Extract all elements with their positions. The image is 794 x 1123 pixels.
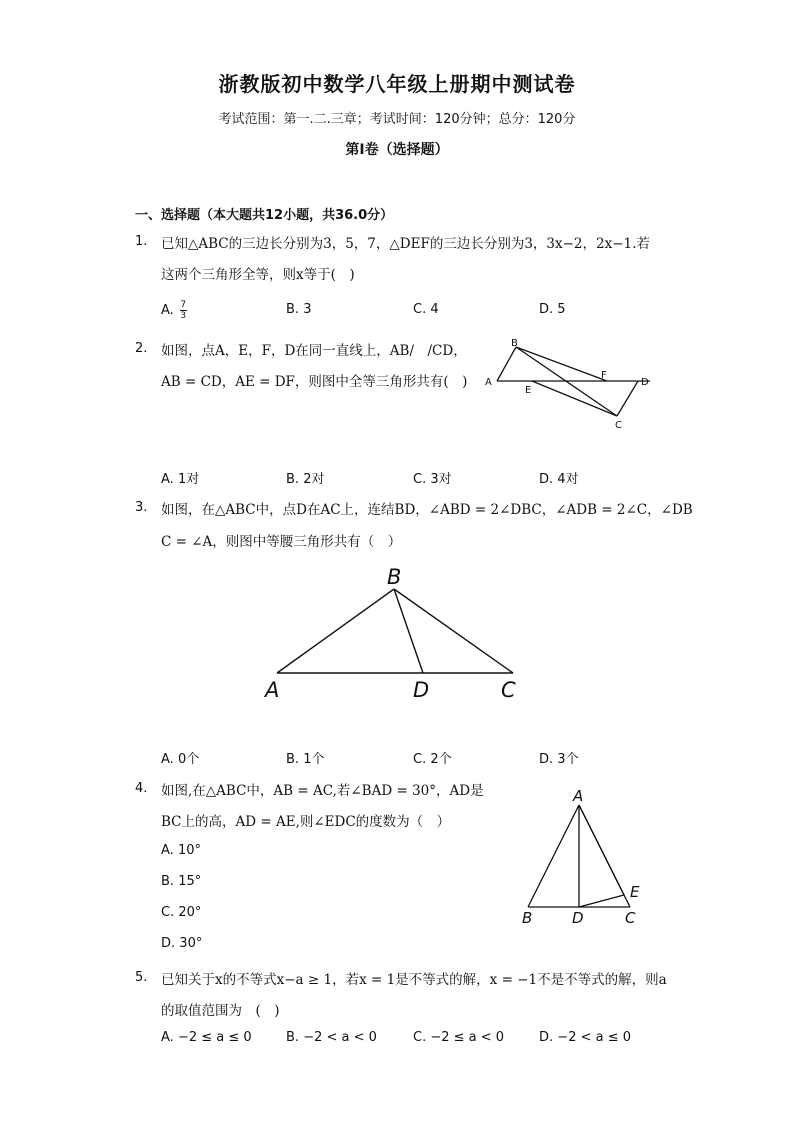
option-label: A. [161,1030,174,1045]
option-label: B. [286,472,300,487]
option-label: B. [286,752,300,767]
option-a[interactable] [161,843,201,858]
segment-ab [497,347,516,381]
option-label: A. [161,303,174,318]
option-b[interactable] [286,468,324,487]
question-text-line: 已知△ABC的三边长分别为3，5，7，△DEF的三边长分别为3，3x−2，2x−1.若 [161,236,650,252]
exam-title: 浙教版初中数学八年级上册期中测试卷 [218,72,576,96]
option-text: 15° [178,874,202,889]
option-d[interactable] [539,302,566,317]
fraction-numerator: 7 [180,300,187,310]
option-text: −2 < a ≤ 0 [557,1030,632,1045]
label-b: B [522,909,533,927]
option-label: D. [161,936,176,951]
option-text: 1对 [177,472,200,487]
option-label: C. [413,472,427,487]
option-text: 20° [178,905,202,920]
option-text: −2 ≤ a < 0 [430,1030,505,1045]
option-text: 5 [557,302,566,317]
question-text-line: 的取值范围为 ( ) [161,1003,280,1019]
option-d[interactable] [539,748,579,767]
question-text-line: 已知关于x的不等式x−a ≥ 1，若x = 1是不等式的解，x = −1不是不等式的解，则a [161,972,667,988]
option-label: D. [539,1030,554,1045]
segment-ab [528,805,579,907]
option-label: A. [161,843,174,858]
option-label: A. [161,472,174,487]
question-text-line: 如图,在△ABC中，AB = AC,若∠BAD = 30°，AD是 [161,783,484,799]
option-text: 1个 [303,752,325,767]
segment-ae [579,805,624,895]
question-text-line: AB = CD，AE = DF，则图中全等三角形共有( ) [161,374,468,390]
option-a[interactable] [161,1030,252,1045]
figure-q4 [515,785,655,930]
question-number: 3. [135,500,148,515]
label-b: B [511,338,518,349]
option-b[interactable] [161,874,201,889]
exam-subtitle: 考试范围：第一.二.三章；考试时间：120分钟；总分：120分 [218,112,576,127]
option-text: 4对 [557,472,579,487]
label-c: C [615,420,622,430]
question-number: 2. [135,341,148,356]
label-d: D [641,377,649,388]
option-text: −2 ≤ a ≤ 0 [177,1030,252,1045]
option-label: D. [539,752,554,767]
option-label: A. [161,752,174,767]
option-c[interactable] [413,302,439,317]
segment-de [579,895,624,907]
option-label: D. [539,472,554,487]
option-b[interactable] [286,748,324,767]
option-text: 3 [303,302,312,317]
segment-bc [394,589,513,673]
segment-ab [277,589,394,673]
option-c[interactable] [413,1030,504,1045]
option-text: 4 [430,302,439,317]
option-c[interactable] [161,905,201,920]
label-d: D [572,909,584,927]
figure-q2 [480,335,660,430]
label-e: E [525,385,532,396]
label-a: A [573,787,584,805]
question-text-line: C = ∠A，则图中等腰三角形共有（ ） [161,534,402,550]
figure-q3 [255,560,535,705]
option-text: 3对 [430,472,452,487]
option-label: B. [161,874,175,889]
option-a[interactable] [161,468,199,487]
option-b[interactable] [286,1030,377,1045]
question-number: 5. [135,970,148,985]
label-c: C [625,909,636,927]
fraction [180,300,187,321]
question-number: 1. [135,234,148,249]
option-d[interactable] [161,936,202,951]
option-label: B. [286,1030,300,1045]
option-c[interactable] [413,468,452,487]
option-c[interactable] [413,748,452,767]
option-label: C. [413,302,427,317]
volume-heading: 第I卷（选择题） [345,142,449,158]
question-text-line: 如图，在△ABC中，点D在AC上，连结BD，∠ABD = 2∠DBC，∠ADB = 2∠C，∠DB [161,502,693,518]
option-label: C. [413,1030,427,1045]
option-a[interactable] [161,748,199,767]
option-label: C. [413,752,427,767]
question-text-line: 如图，点A，E，F，D在同一直线上，AB/ /CD， [161,343,467,359]
option-text: 0个 [177,752,200,767]
label-c: C [501,678,516,702]
label-e: E [630,883,640,901]
section-heading: 一、选择题（本大题共12小题，共36.0分） [135,208,394,223]
option-label: B. [286,302,300,317]
fraction-denominator: 3 [180,311,187,321]
option-text: 30° [179,936,203,951]
option-b[interactable] [286,302,311,317]
option-text: 2个 [430,752,452,767]
segment-bd [394,589,423,673]
label-a: A [485,377,492,388]
option-text: 10° [177,843,201,858]
segment-cd [617,381,638,416]
label-f: F [601,370,607,381]
option-label: C. [161,905,175,920]
option-d[interactable] [539,1030,631,1045]
label-a: A [265,678,280,702]
label-d: D [413,678,430,702]
label-b: B [387,565,402,589]
option-text: −2 < a < 0 [303,1030,377,1045]
option-label: D. [539,302,554,317]
option-text: 2对 [303,472,325,487]
question-number: 4. [135,781,148,796]
option-a[interactable] [161,300,187,321]
segment-bf [516,347,607,381]
option-d[interactable] [539,468,579,487]
option-text: 3个 [557,752,579,767]
question-text-line: BC上的高，AD = AE,则∠EDC的度数为（ ） [161,814,451,830]
question-text-line: 这两个三角形全等，则x等于( ) [161,267,355,283]
